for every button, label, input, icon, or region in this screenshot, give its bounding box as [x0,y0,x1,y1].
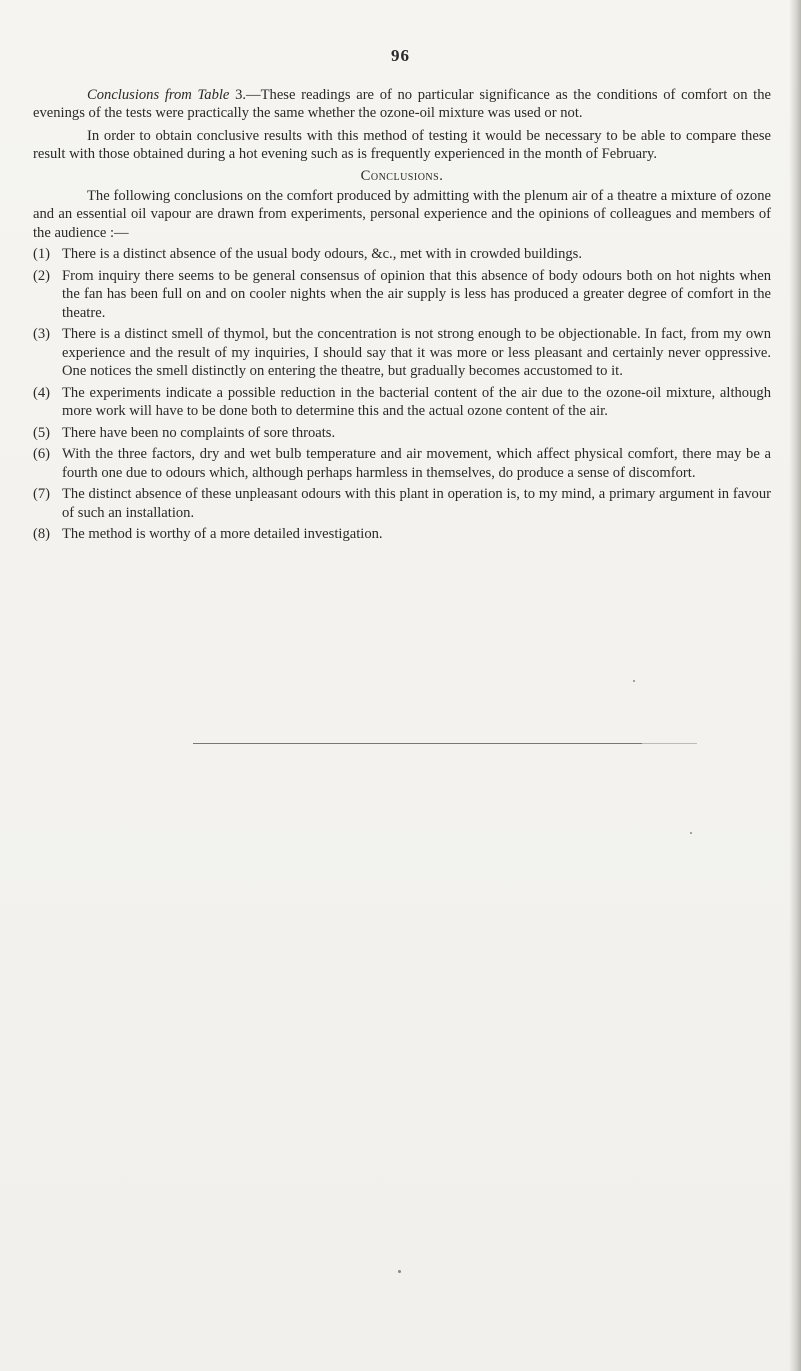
intro-italic-lead: Conclusions from Table [87,87,230,103]
conclusion-number: (1) [33,246,51,263]
intro-paragraph [33,86,771,123]
section-heading-conclusions: Conclusions. [360,167,444,184]
section-divider-rule [193,743,642,744]
page-edge-shadow [789,0,801,1371]
conclusion-item-4 [33,384,771,421]
section-divider-rule-fade [642,743,697,744]
intro-text: 3.—These readings are of no particular significance as the conditions of comfort on the evenings of the tests were practically the same whether the ozone-oil mixture was used or not. [33,87,772,122]
conclusion-number: (8) [33,526,51,543]
conclusion-text: From inquiry there seems to be general consensus of opinion that this absence of body odours both on hot nights when the fan has been full on and on cooler nights when the air supply is less has produced a greater degree of comfort in the theatre. [62,268,771,321]
conclusion-text: The method is worthy of a more detailed investigation. [62,526,383,543]
conclusion-item-2 [33,267,771,322]
conclusion-number: (7) [33,486,51,503]
conclusion-text: There have been no complaints of sore throats. [62,424,336,441]
conclusion-item-8 [33,525,771,543]
conclusions-intro-paragraph: The following conclusions on the comfort produced by admitting with the plenum air of a theatre a mixture of ozone and an essential oil vapour are drawn from experiments, personal experience and the opinions of colleagues and members of the audience :— [33,188,771,241]
conclusion-text: There is a distinct smell of thymol, but the concentration is not strong enough to be objectionable. In fact, from my own experience and the result of my inquiries, I should say that it was more or less pleasant and certainly never oppressive. One notices the smell distinctly on entering the theatre, but gradually becomes accustomed to it. [62,326,771,380]
conclusion-text: The distinct absence of these unpleasant odours with this plant in operation is, to my mind, a primary argument in favour of such an installation. [62,486,771,521]
conclusion-number: (2) [33,268,51,285]
conclusion-text: There is a distinct absence of the usual body odours, &c., met with in crowded buildings. [62,246,582,263]
scan-speck [633,680,635,682]
scan-speck [690,832,692,834]
conclusion-item-1 [33,245,771,263]
conclusion-number: (6) [33,446,51,463]
conclusion-item-7 [33,485,771,522]
page-number: 96 [391,46,410,65]
conclusion-number: (5) [33,424,51,441]
method-paragraph: In order to obtain conclusive results with this method of testing it would be necessary to be able to compare these result with those obtained during a hot evening such as is frequently experienced in the month of February. [33,127,771,163]
conclusion-item-6 [33,445,771,482]
scan-speck [398,1270,401,1273]
conclusion-item-3 [33,325,771,380]
conclusions-list [33,245,771,543]
conclusion-number: (3) [33,326,51,343]
conclusion-text: With the three factors, dry and wet bulb temperature and air movement, which affect physical comfort, there may be a fourth one due to odours which, although perhaps harmless in themselves, do produce a sense of discomfort. [62,446,771,481]
conclusion-text: The experiments indicate a possible reduction in the bacterial content of the air due to the ozone-oil mixture, although more work will have to be done both to determine this and the actual ozone content of the air. [62,384,771,420]
conclusion-number: (4) [33,384,51,401]
conclusion-item-5 [33,424,771,442]
document-body [33,86,771,544]
